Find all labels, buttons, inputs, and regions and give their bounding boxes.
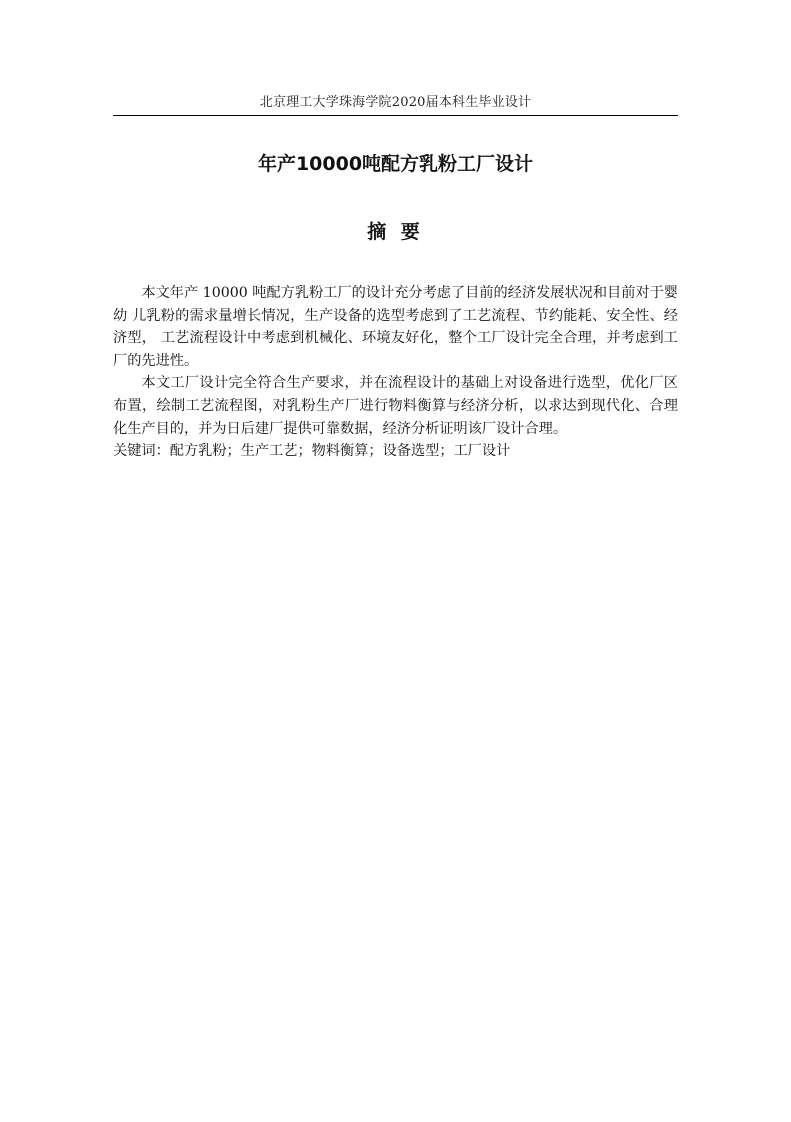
abstract-paragraph-1: 本文年产 10000 吨配方乳粉工厂的设计充分考虑了目前的经济发展状况和目前对于婴幼 儿乳粉的需求量增长情况，生产设备的选型考虑到了工艺流程、节约能耗、安全性、经济型， 工艺流程设计中考虑到机械化、环境友好化，整个工厂设计完全合理，并考虑到工厂的先进性。 [113,285,678,369]
abstract-heading: 摘 要 [367,221,424,243]
keywords-line: 关键词：配方乳粉；生产工艺；物料衡算；设备选型；工厂设计 [113,443,511,460]
document-title: 年产10000吨配方乳粉工厂设计 [257,153,534,175]
header-rule [113,115,678,116]
abstract-body [113,282,678,463]
abstract-paragraph-2: 本文工厂设计完全符合生产要求，并在流程设计的基础上对设备进行选型，优化厂区布置，绘制工艺流程图，对乳粉生产厂进行物料衡算与经济分析，以求达到现代化、合理化生产目的，并为日后建厂提供可靠数据，经济分析证明该厂设计合理。 [113,375,678,437]
running-header: 北京理工大学珠海学院2020届本科生毕业设计 [259,95,532,110]
